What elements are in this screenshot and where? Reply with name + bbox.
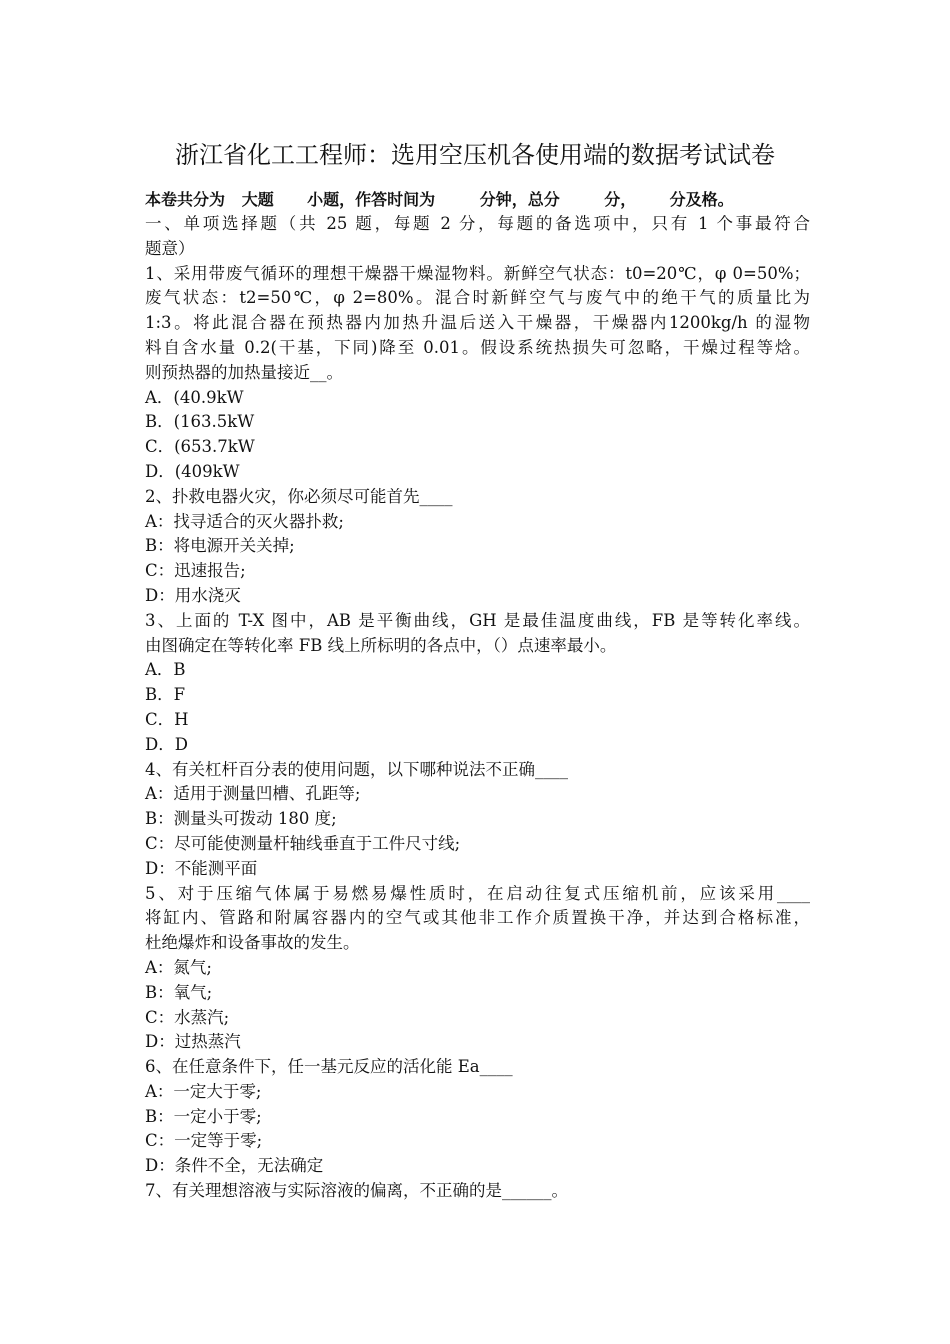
question-text: 7、有关理想溶液与实际溶液的偏离，不正确的是______。 [145,1181,568,1201]
option-a: A：适用于测量凹槽、孔距等; [145,784,361,804]
question-4 [145,758,810,882]
option-a: A：一定大于零; [145,1081,262,1101]
question-5 [145,882,810,1056]
question-text: 则预热器的加热量接近__。 [145,362,343,382]
option-d: D：条件不全，无法确定 [145,1156,324,1176]
option-b: B．(163.5kW [145,412,255,432]
document-body [145,212,810,1204]
option-c: C：水蒸汽; [145,1007,230,1027]
question-text: 由图确定在等转化率 FB 线上所标明的各点中，（）点速率最小。 [145,635,617,655]
option-a: A：氮气; [145,957,212,977]
option-c: C：一定等于零; [145,1131,263,1151]
section-heading-cont: 题意） [145,238,195,258]
section-heading: 一、单项选择题（共 25 题，每题 2 分，每题的备选项中，只有 1 个事最符合 [145,214,810,233]
option-b: B：一定小于零; [145,1106,262,1126]
option-d: D：过热蒸汽 [145,1032,241,1052]
option-b: B：氧气; [145,982,213,1002]
question-text: 料自含水量 0.2(干基，下同)降至 0.01。假设系统热损失可忽略，干燥过程等焓。 [145,337,810,357]
question-2 [145,485,810,609]
option-c: C．H [145,709,189,729]
question-text: 1:3。将此混合器在预热器内加热升温后送入干燥器，干燥器内1200kg/h 的湿物 [145,313,810,333]
option-b: B：将电源开关关掉; [145,536,295,556]
option-b: B．F [145,685,186,705]
question-6 [145,1055,810,1179]
option-b: B：测量头可拨动 180 度; [145,809,337,829]
question-text: 4、有关杠杆百分表的使用问题，以下哪种说法不正确____ [145,759,568,779]
question-text: 将缸内、管路和附属容器内的空气或其他非工作介质置换干净，并达到合格标准， [145,908,810,928]
question-text: 3、上面的 T-X 图中，AB 是平衡曲线，GH 是最佳温度曲线，FB 是等转化率线。 [145,610,810,630]
option-a: A．(40.9kW [145,387,244,407]
document-title: 浙江省化工工程师：选用空压机各使用端的数据考试试卷 [175,141,775,169]
option-c: C：迅速报告; [145,561,246,581]
question-3 [145,609,810,758]
question-text: 6、在任意条件下，任一基元反应的活化能 Ea____ [145,1057,513,1077]
option-c: C．(653.7kW [145,437,255,457]
exam-meta-line: 本卷共分为 大题 小题，作答时间为 分钟，总分 分， 分及格。 [145,190,734,209]
question-text: 杜绝爆炸和设备事故的发生。 [145,933,360,953]
option-d: D：用水浇灭 [145,585,241,605]
option-a: A：找寻适合的灭火器扑救; [145,511,344,531]
option-d: D：不能测平面 [145,858,258,878]
question-text: 5、对于压缩气体属于易燃易爆性质时，在启动往复式压缩机前，应该采用____ [145,883,810,903]
option-d: D．D [145,734,188,754]
option-d: D．(409kW [145,461,240,481]
question-text: 废气状态：t2=50℃，φ 2=80%。混合时新鲜空气与废气中的绝干气的质量比为 [145,288,810,308]
question-text: 2、扑救电器火灾，你必须尽可能首先____ [145,486,453,506]
question-7 [145,1179,810,1204]
question-1 [145,262,810,485]
question-text: 1、采用带废气循环的理想干燥器干燥湿物料。新鲜空气状态：t0=20℃，φ 0=50%； [145,263,810,283]
option-c: C：尽可能使测量杆轴线垂直于工件尺寸线; [145,833,461,853]
option-a: A．B [145,660,186,680]
